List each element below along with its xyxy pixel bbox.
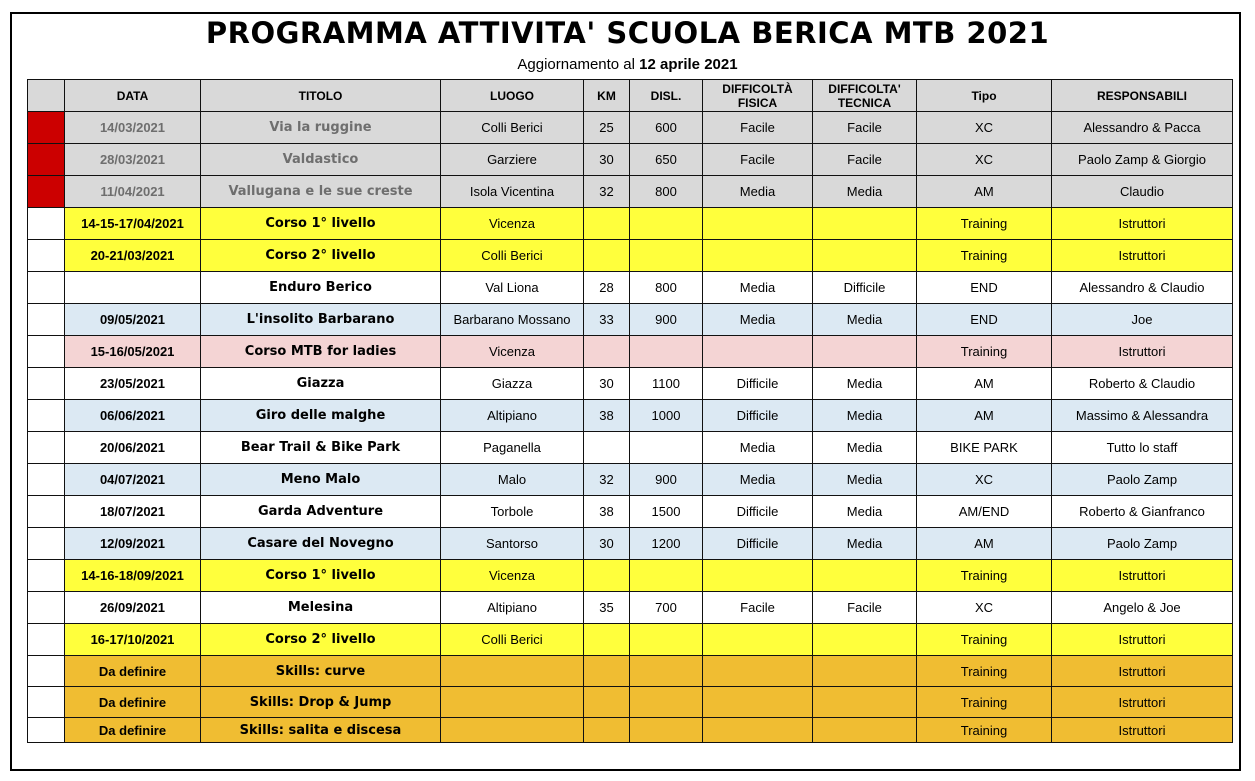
table-row	[28, 336, 1233, 368]
elevation-cell	[630, 718, 703, 743]
km-cell: 32	[584, 464, 630, 496]
elevation-cell	[630, 336, 703, 368]
title-cell: Via la ruggine	[201, 112, 441, 144]
title-cell: Vallugana e le sue creste	[201, 176, 441, 208]
status-cell	[28, 304, 65, 336]
elevation-cell	[630, 656, 703, 687]
responsible-cell: Istruttori	[1052, 624, 1233, 656]
technical-difficulty-cell	[813, 718, 917, 743]
location-cell: Torbole	[441, 496, 584, 528]
table-row	[28, 496, 1233, 528]
status-cell	[28, 656, 65, 687]
type-cell: AM	[917, 176, 1052, 208]
type-cell: Training	[917, 240, 1052, 272]
physical-difficulty-cell	[703, 560, 813, 592]
status-cell	[28, 144, 65, 176]
header-data: DATA	[65, 80, 201, 112]
elevation-cell: 1100	[630, 368, 703, 400]
km-cell: 32	[584, 176, 630, 208]
elevation-cell	[630, 560, 703, 592]
date-cell: 16-17/10/2021	[65, 624, 201, 656]
technical-difficulty-cell: Media	[813, 368, 917, 400]
responsible-cell: Angelo & Joe	[1052, 592, 1233, 624]
location-cell: Giazza	[441, 368, 584, 400]
date-cell: 09/05/2021	[65, 304, 201, 336]
location-cell: Colli Berici	[441, 240, 584, 272]
date-cell: 23/05/2021	[65, 368, 201, 400]
physical-difficulty-cell	[703, 336, 813, 368]
title-cell: Corso 1° livello	[201, 208, 441, 240]
technical-difficulty-cell: Facile	[813, 144, 917, 176]
physical-difficulty-cell: Difficile	[703, 496, 813, 528]
type-cell: END	[917, 304, 1052, 336]
km-cell	[584, 656, 630, 687]
status-cell	[28, 272, 65, 304]
type-cell: Training	[917, 560, 1052, 592]
header-difficolta-tecnica: DIFFICOLTA' TECNICA	[813, 80, 917, 112]
status-cell	[28, 560, 65, 592]
physical-difficulty-cell	[703, 240, 813, 272]
title-cell: Meno Malo	[201, 464, 441, 496]
physical-difficulty-cell: Media	[703, 176, 813, 208]
status-cell	[28, 624, 65, 656]
table-row	[28, 464, 1233, 496]
technical-difficulty-cell: Media	[813, 432, 917, 464]
km-cell: 30	[584, 368, 630, 400]
title-cell: Corso MTB for ladies	[201, 336, 441, 368]
location-cell: Colli Berici	[441, 112, 584, 144]
km-cell	[584, 624, 630, 656]
elevation-cell: 900	[630, 464, 703, 496]
technical-difficulty-cell: Difficile	[813, 272, 917, 304]
title-cell: Valdastico	[201, 144, 441, 176]
location-cell	[441, 687, 584, 718]
km-cell	[584, 240, 630, 272]
location-cell: Altipiano	[441, 592, 584, 624]
type-cell: Training	[917, 656, 1052, 687]
elevation-cell: 700	[630, 592, 703, 624]
table-row	[28, 592, 1233, 624]
elevation-cell	[630, 432, 703, 464]
location-cell: Garziere	[441, 144, 584, 176]
technical-difficulty-cell: Facile	[813, 592, 917, 624]
status-cell	[28, 400, 65, 432]
type-cell: XC	[917, 112, 1052, 144]
responsible-cell: Istruttori	[1052, 656, 1233, 687]
date-cell: 11/04/2021	[65, 176, 201, 208]
elevation-cell	[630, 624, 703, 656]
physical-difficulty-cell	[703, 624, 813, 656]
responsible-cell: Istruttori	[1052, 336, 1233, 368]
physical-difficulty-cell: Media	[703, 432, 813, 464]
elevation-cell: 1000	[630, 400, 703, 432]
technical-difficulty-cell: Media	[813, 176, 917, 208]
type-cell: AM/END	[917, 496, 1052, 528]
header-responsabili: RESPONSABILI	[1052, 80, 1233, 112]
table-row	[28, 400, 1233, 432]
date-cell: 26/09/2021	[65, 592, 201, 624]
location-cell: Altipiano	[441, 400, 584, 432]
elevation-cell	[630, 687, 703, 718]
date-cell: 18/07/2021	[65, 496, 201, 528]
physical-difficulty-cell	[703, 687, 813, 718]
technical-difficulty-cell	[813, 208, 917, 240]
table-row	[28, 208, 1233, 240]
responsible-cell: Tutto lo staff	[1052, 432, 1233, 464]
elevation-cell: 1200	[630, 528, 703, 560]
table-row	[28, 176, 1233, 208]
date-cell: 06/06/2021	[65, 400, 201, 432]
physical-difficulty-cell	[703, 718, 813, 743]
technical-difficulty-cell	[813, 687, 917, 718]
date-cell: 14/03/2021	[65, 112, 201, 144]
title-cell: Melesina	[201, 592, 441, 624]
date-cell: 20/06/2021	[65, 432, 201, 464]
physical-difficulty-cell	[703, 208, 813, 240]
elevation-cell: 1500	[630, 496, 703, 528]
responsible-cell: Alessandro & Claudio	[1052, 272, 1233, 304]
location-cell: Val Liona	[441, 272, 584, 304]
responsible-cell: Massimo & Alessandra	[1052, 400, 1233, 432]
header-titolo: TITOLO	[201, 80, 441, 112]
location-cell: Isola Vicentina	[441, 176, 584, 208]
km-cell: 30	[584, 144, 630, 176]
technical-difficulty-cell	[813, 656, 917, 687]
status-cell	[28, 112, 65, 144]
location-cell: Paganella	[441, 432, 584, 464]
km-cell	[584, 208, 630, 240]
technical-difficulty-cell	[813, 240, 917, 272]
status-cell	[28, 464, 65, 496]
technical-difficulty-cell: Facile	[813, 112, 917, 144]
date-cell: 14-15-17/04/2021	[65, 208, 201, 240]
table-body	[28, 112, 1233, 743]
physical-difficulty-cell: Difficile	[703, 400, 813, 432]
responsible-cell: Istruttori	[1052, 718, 1233, 743]
table-row	[28, 656, 1233, 687]
title-cell: L'insolito Barbarano	[201, 304, 441, 336]
elevation-cell: 800	[630, 176, 703, 208]
header-km: KM	[584, 80, 630, 112]
title-cell: Casare del Novegno	[201, 528, 441, 560]
km-cell: 38	[584, 400, 630, 432]
technical-difficulty-cell: Media	[813, 464, 917, 496]
header-status	[28, 80, 65, 112]
type-cell: AM	[917, 528, 1052, 560]
type-cell: Training	[917, 718, 1052, 743]
location-cell	[441, 718, 584, 743]
physical-difficulty-cell: Facile	[703, 592, 813, 624]
km-cell: 30	[584, 528, 630, 560]
title-cell: Corso 2° livello	[201, 624, 441, 656]
table-row	[28, 368, 1233, 400]
type-cell: XC	[917, 592, 1052, 624]
responsible-cell: Paolo Zamp	[1052, 528, 1233, 560]
title-cell: Skills: salita e discesa	[201, 718, 441, 743]
type-cell: BIKE PARK	[917, 432, 1052, 464]
schedule-table	[27, 79, 1233, 743]
responsible-cell: Paolo Zamp	[1052, 464, 1233, 496]
subtitle-prefix: Aggiornamento al	[517, 56, 635, 73]
table-row	[28, 240, 1233, 272]
type-cell: Training	[917, 208, 1052, 240]
physical-difficulty-cell	[703, 656, 813, 687]
location-cell: Vicenza	[441, 208, 584, 240]
date-cell: Da definire	[65, 687, 201, 718]
km-cell	[584, 560, 630, 592]
table-row	[28, 272, 1233, 304]
physical-difficulty-cell: Difficile	[703, 528, 813, 560]
elevation-cell	[630, 208, 703, 240]
km-cell	[584, 432, 630, 464]
km-cell: 38	[584, 496, 630, 528]
date-cell: Da definire	[65, 718, 201, 743]
type-cell: Training	[917, 624, 1052, 656]
responsible-cell: Alessandro & Pacca	[1052, 112, 1233, 144]
km-cell	[584, 687, 630, 718]
date-cell: 20-21/03/2021	[65, 240, 201, 272]
responsible-cell: Claudio	[1052, 176, 1233, 208]
elevation-cell	[630, 240, 703, 272]
page-subtitle	[0, 56, 1255, 73]
location-cell: Santorso	[441, 528, 584, 560]
km-cell	[584, 336, 630, 368]
km-cell	[584, 718, 630, 743]
table-row	[28, 528, 1233, 560]
physical-difficulty-cell: Facile	[703, 112, 813, 144]
km-cell: 35	[584, 592, 630, 624]
location-cell: Vicenza	[441, 336, 584, 368]
elevation-cell: 650	[630, 144, 703, 176]
title-cell: Bear Trail & Bike Park	[201, 432, 441, 464]
title-cell: Giro delle malghe	[201, 400, 441, 432]
technical-difficulty-cell	[813, 560, 917, 592]
title-cell: Corso 2° livello	[201, 240, 441, 272]
responsible-cell: Joe	[1052, 304, 1233, 336]
table-row	[28, 112, 1233, 144]
type-cell: XC	[917, 144, 1052, 176]
title-cell: Garda Adventure	[201, 496, 441, 528]
type-cell: END	[917, 272, 1052, 304]
page-title: PROGRAMMA ATTIVITA' SCUOLA BERICA MTB 2021	[205, 16, 1050, 50]
table-row	[28, 560, 1233, 592]
table-row	[28, 718, 1233, 743]
header-tipo: Tipo	[917, 80, 1052, 112]
responsible-cell: Roberto & Claudio	[1052, 368, 1233, 400]
header-row	[28, 80, 1233, 112]
date-cell: 15-16/05/2021	[65, 336, 201, 368]
title-cell: Skills: Drop & Jump	[201, 687, 441, 718]
responsible-cell: Istruttori	[1052, 240, 1233, 272]
technical-difficulty-cell	[813, 624, 917, 656]
type-cell: AM	[917, 368, 1052, 400]
elevation-cell: 600	[630, 112, 703, 144]
table-row	[28, 304, 1233, 336]
status-cell	[28, 718, 65, 743]
elevation-cell: 800	[630, 272, 703, 304]
elevation-cell: 900	[630, 304, 703, 336]
title-cell: Skills: curve	[201, 656, 441, 687]
type-cell: Training	[917, 336, 1052, 368]
technical-difficulty-cell: Media	[813, 304, 917, 336]
type-cell: AM	[917, 400, 1052, 432]
status-cell	[28, 176, 65, 208]
type-cell: XC	[917, 464, 1052, 496]
location-cell: Vicenza	[441, 560, 584, 592]
header-disl: DISL.	[630, 80, 703, 112]
date-cell: Da definire	[65, 656, 201, 687]
header-difficolta-fisica: DIFFICOLTÀ FISICA	[703, 80, 813, 112]
technical-difficulty-cell	[813, 336, 917, 368]
status-cell	[28, 496, 65, 528]
table-row	[28, 687, 1233, 718]
responsible-cell: Istruttori	[1052, 687, 1233, 718]
status-cell	[28, 687, 65, 718]
title-cell: Enduro Berico	[201, 272, 441, 304]
title-cell: Giazza	[201, 368, 441, 400]
status-cell	[28, 208, 65, 240]
km-cell: 33	[584, 304, 630, 336]
status-cell	[28, 336, 65, 368]
status-cell	[28, 432, 65, 464]
location-cell: Colli Berici	[441, 624, 584, 656]
date-cell: 04/07/2021	[65, 464, 201, 496]
physical-difficulty-cell: Difficile	[703, 368, 813, 400]
date-cell	[65, 272, 201, 304]
responsible-cell: Istruttori	[1052, 560, 1233, 592]
date-cell: 12/09/2021	[65, 528, 201, 560]
physical-difficulty-cell: Facile	[703, 144, 813, 176]
title-cell: Corso 1° livello	[201, 560, 441, 592]
subtitle-date: 12 aprile 2021	[639, 56, 738, 73]
km-cell: 25	[584, 112, 630, 144]
status-cell	[28, 240, 65, 272]
technical-difficulty-cell: Media	[813, 496, 917, 528]
table-row	[28, 624, 1233, 656]
table-row	[28, 432, 1233, 464]
status-cell	[28, 592, 65, 624]
technical-difficulty-cell: Media	[813, 528, 917, 560]
location-cell: Malo	[441, 464, 584, 496]
type-cell: Training	[917, 687, 1052, 718]
location-cell	[441, 656, 584, 687]
km-cell: 28	[584, 272, 630, 304]
status-cell	[28, 368, 65, 400]
status-cell	[28, 528, 65, 560]
responsible-cell: Istruttori	[1052, 208, 1233, 240]
responsible-cell: Paolo Zamp & Giorgio	[1052, 144, 1233, 176]
physical-difficulty-cell: Media	[703, 304, 813, 336]
responsible-cell: Roberto & Gianfranco	[1052, 496, 1233, 528]
physical-difficulty-cell: Media	[703, 464, 813, 496]
date-cell: 28/03/2021	[65, 144, 201, 176]
location-cell: Barbarano Mossano	[441, 304, 584, 336]
table-row	[28, 144, 1233, 176]
date-cell: 14-16-18/09/2021	[65, 560, 201, 592]
physical-difficulty-cell: Media	[703, 272, 813, 304]
header-luogo: LUOGO	[441, 80, 584, 112]
technical-difficulty-cell: Media	[813, 400, 917, 432]
